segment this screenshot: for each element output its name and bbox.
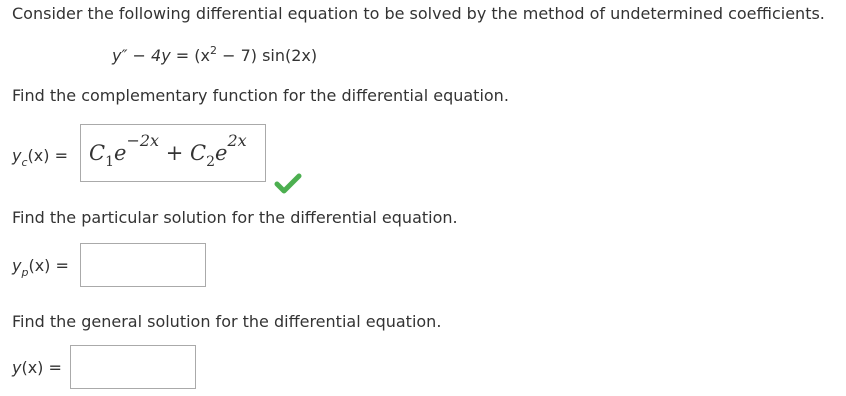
- part3-label-arg: (x): [21, 358, 44, 377]
- particular-answer-input[interactable]: [80, 243, 206, 287]
- part3-equals: =: [48, 358, 62, 377]
- equation-lhs: y″ − 4y: [112, 46, 171, 65]
- part2-label-var: y: [12, 256, 22, 275]
- answer-c2: C: [190, 141, 207, 165]
- part2-equals: =: [55, 256, 69, 275]
- correct-check-icon: [274, 172, 302, 194]
- answer-c2-sub: 2: [206, 154, 216, 170]
- answer-c1-sub: 1: [105, 154, 114, 170]
- answer-c1: C: [89, 141, 106, 165]
- answer-e1: e: [114, 141, 127, 165]
- differential-equation: [112, 46, 317, 65]
- part1-equals: =: [54, 146, 68, 165]
- general-answer-input[interactable]: [70, 345, 196, 389]
- question-intro: Consider the following differential equation to be solved by the method of undetermined coefficients.: [12, 4, 825, 23]
- equation-rhs-prefix: (x: [194, 46, 210, 65]
- equation-equals: =: [175, 46, 190, 65]
- part1-label-sub: c: [21, 156, 28, 169]
- part2-label-arg: (x): [28, 256, 51, 275]
- part1-label-arg: (x): [27, 146, 50, 165]
- answer-exp1: −2x: [126, 131, 160, 150]
- part2-prompt: Find the particular solution for the differential equation.: [12, 208, 458, 227]
- answer-exp2: 2x: [227, 131, 247, 150]
- complementary-answer-box[interactable]: [80, 124, 266, 182]
- part3-prompt: Find the general solution for the differential equation.: [12, 312, 442, 331]
- part1-label-var: y: [12, 146, 22, 165]
- part2-label: [12, 256, 69, 279]
- part1-label: [12, 146, 68, 169]
- answer-e2: e: [215, 141, 228, 165]
- complementary-answer: [89, 131, 247, 170]
- part1-prompt: Find the complementary function for the differential equation.: [12, 86, 509, 105]
- equation-rhs-exponent: 2: [209, 44, 217, 57]
- equation-rhs-suffix: − 7) sin(2x): [216, 46, 318, 65]
- answer-plus: +: [165, 141, 184, 165]
- part3-label: [12, 358, 62, 377]
- part2-label-sub: p: [21, 266, 29, 279]
- part3-label-var: y: [12, 358, 22, 377]
